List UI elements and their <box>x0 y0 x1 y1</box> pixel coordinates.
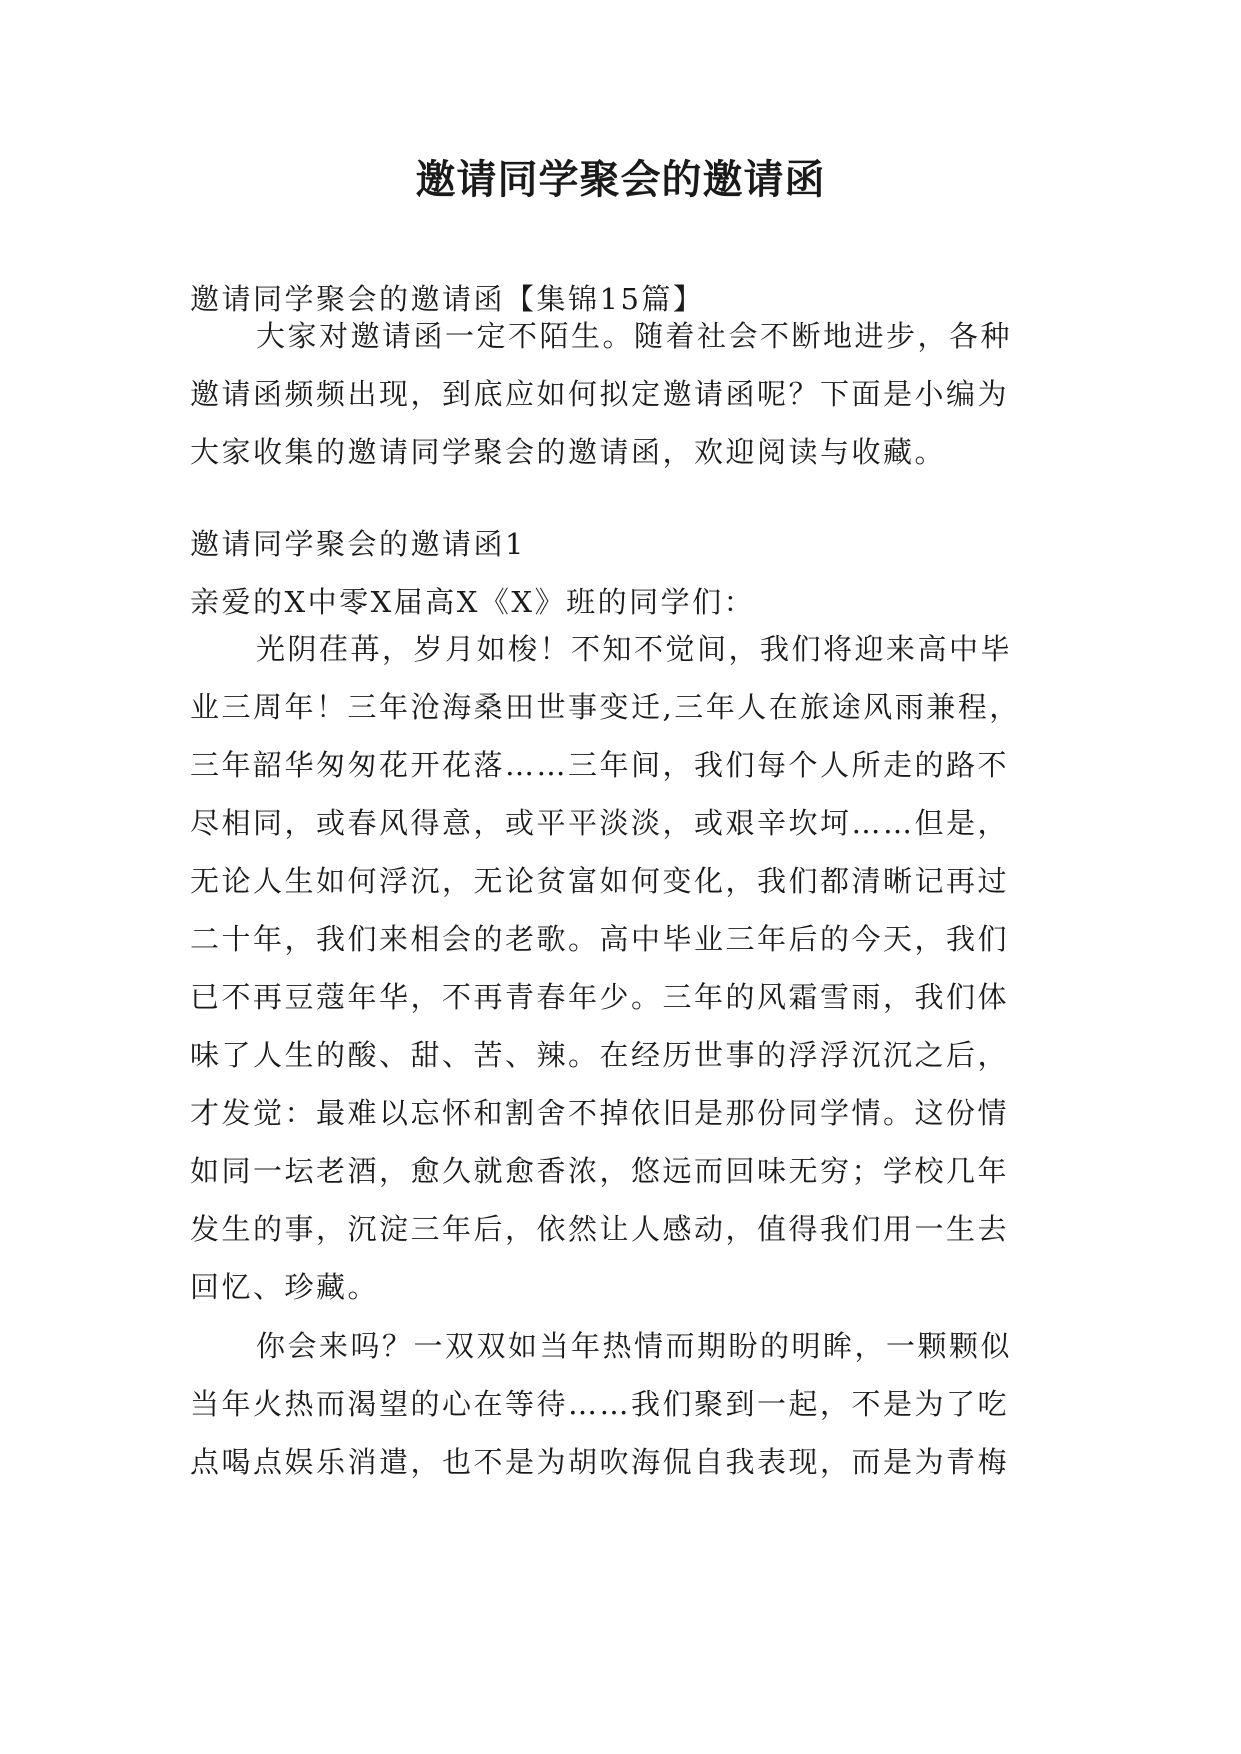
document-title: 邀请同学聚会的邀请函 <box>415 157 826 203</box>
paragraph-line: 已不再豆蔻年华，不再青春年少。三年的风霜雪雨，我们体 <box>190 980 1010 1014</box>
paragraph-line: 才发觉：最难以忘怀和割舍不掉依旧是那份同学情。这份情 <box>190 1096 1010 1130</box>
paragraph-line: 光阴荏苒，岁月如梭！不知不觉间，我们将迎来高中毕 <box>256 632 1013 666</box>
body-paragraph-1 <box>190 620 1070 1316</box>
paragraph-line: 无论人生如何浮沉，无论贫富如何变化，我们都清晰记再过 <box>190 864 1010 898</box>
paragraph-line: 点喝点娱乐消遣，也不是为胡吹海侃自我表现，而是为青梅 <box>190 1445 1010 1479</box>
paragraph-line: 如同一坛老酒，愈久就愈香浓，悠远而回味无穷；学校几年 <box>190 1154 1010 1188</box>
salutation: 亲爱的X中零X届高X《X》班的同学们： <box>190 585 756 619</box>
intro-line: 邀请函频频出现，到底应如何拟定邀请函呢？下面是小编为 <box>190 377 1010 411</box>
intro-line: 大家收集的邀请同学聚会的邀请函，欢迎阅读与收藏。 <box>190 435 947 469</box>
body-paragraph-2 <box>190 1317 1070 1491</box>
document-subtitle: 邀请同学聚会的邀请函【集锦15篇】 <box>190 282 705 316</box>
section-heading: 邀请同学聚会的邀请函1 <box>190 527 526 561</box>
paragraph-line: 尽相同，或春风得意，或平平淡淡，或艰辛坎坷……但是， <box>190 806 1010 840</box>
paragraph-line: 三年韶华匆匆花开花落……三年间，我们每个人所走的路不 <box>190 748 1010 782</box>
intro-line: 大家对邀请函一定不陌生。随着社会不断地进步，各种 <box>256 319 1013 353</box>
paragraph-line: 业三周年！三年沧海桑田世事变迁,三年人在旅途风雨兼程， <box>190 690 1021 724</box>
paragraph-line: 当年火热而渴望的心在等待……我们聚到一起，不是为了吃 <box>190 1387 1010 1421</box>
paragraph-line: 发生的事，沉淀三年后，依然让人感动，值得我们用一生去 <box>190 1212 1010 1246</box>
section-heading-block <box>190 515 1070 631</box>
paragraph-line: 味了人生的酸、甜、苦、辣。在经历世事的浮浮沉沉之后， <box>190 1038 1010 1072</box>
paragraph-line: 二十年，我们来相会的老歌。高中毕业三年后的今天，我们 <box>190 922 1010 956</box>
paragraph-line: 回忆、珍藏。 <box>190 1270 380 1304</box>
paragraph-line: 你会来吗？一双双如当年热情而期盼的明眸，一颗颗似 <box>256 1329 1013 1363</box>
intro-paragraph <box>190 307 1070 481</box>
